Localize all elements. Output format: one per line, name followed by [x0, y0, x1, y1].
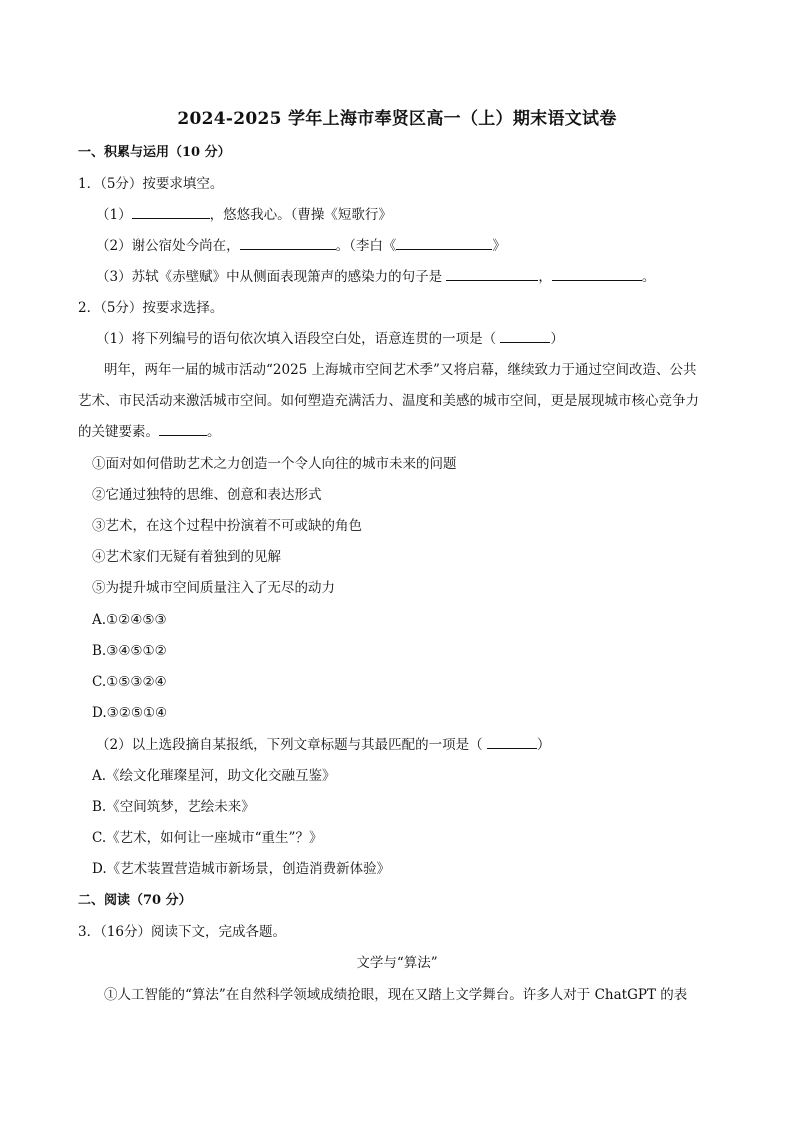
q2-part1-text: （1）将下列编号的语句依次填入语段空白处，语意连贯的一项是（	[96, 331, 497, 347]
q2-part2-option-c[interactable]: C.《艺术，如何让一座城市“重生”？》	[92, 830, 323, 846]
q2-part1-option-d[interactable]: D.③②⑤①④	[92, 705, 168, 721]
q1-sub3-suffix: 。	[641, 269, 656, 285]
q1-sub2	[96, 237, 506, 255]
q1-sub2-blank-a[interactable]	[240, 237, 336, 250]
q2-stem: 2．（5分）按要求选择。	[78, 300, 224, 316]
q2-part1-close: ）	[550, 331, 564, 347]
q3-article-title: 文学与“算法”	[356, 955, 438, 971]
q1-sub3	[96, 268, 655, 286]
q1-stem: 1．（5分）按要求填空。	[78, 176, 224, 192]
q2-part1-prompt	[96, 330, 564, 348]
q2-paragraph-line-3-end: 。	[207, 424, 221, 440]
q2-item-5: ⑤为提升城市空间质量注入了无尽的动力	[92, 580, 335, 596]
q2-paragraph-line-3	[78, 423, 221, 441]
q1-sub1	[96, 206, 392, 224]
q1-sub1-blank[interactable]	[132, 206, 210, 219]
q2-part2-option-b[interactable]: B.《空间筑梦，艺绘未来》	[92, 799, 255, 815]
q2-part2-close: ）	[536, 737, 551, 753]
q2-part2-option-d[interactable]: D.《艺术装置营造城市新场景，创造消费新体验》	[92, 861, 391, 877]
q2-part2-answer-blank[interactable]	[487, 736, 537, 749]
q1-sub3-blank-b[interactable]	[552, 268, 642, 281]
q3-article-paragraph-1: ①人工智能的“算法”在自然科学领域成绩抢眼，现在又踏上文学舞台。许多人对于 ChatGPT 的表	[104, 987, 688, 1003]
q2-part1-option-c[interactable]: C.①⑤③②④	[92, 674, 167, 690]
q2-paragraph-line-2: 艺术、市民活动来激活城市空间。如何塑造充满活力、温度和美感的城市空间，更是展现城市核心竞争力	[78, 393, 699, 409]
q1-sub2-middle: 。（李白《	[335, 238, 397, 254]
q3-stem: 3．（16分）阅读下文，完成各题。	[78, 924, 287, 940]
q1-sub2-prefix: （2）谢公宿处今尚在，	[96, 238, 240, 254]
q1-sub1-prefix: （1）	[96, 207, 132, 223]
q1-sub3-prefix: （3）苏轼《赤壁赋》中从侧面表现箫声的感染力的句子是	[96, 269, 443, 285]
q2-paragraph-line-1: 明年，两年一届的城市活动“2025 上海城市空间艺术季”又将启幕，继续致力于通过空间改造、公共	[104, 362, 697, 378]
q2-part1-option-a[interactable]: A.①②④⑤③	[92, 612, 167, 628]
q1-sub1-text: ，悠悠我心。（曹操《短歌行》	[209, 207, 392, 223]
q2-part2-text: （2）以上选段摘自某报纸，下列文章标题与其最匹配的一项是（	[96, 737, 483, 753]
q1-sub3-blank-a[interactable]	[446, 268, 538, 281]
q1-sub3-middle: ，	[538, 269, 552, 285]
q1-sub2-blank-b[interactable]	[396, 237, 492, 250]
q2-part1-option-b[interactable]: B.③④⑤①②	[92, 643, 167, 659]
q2-item-4: ④艺术家们无疑有着独到的见解	[92, 549, 281, 565]
section-1-heading: 一、积累与运用（10 分）	[78, 145, 231, 160]
q2-part1-answer-blank[interactable]	[500, 330, 550, 343]
q2-paragraph-blank[interactable]	[159, 423, 207, 436]
q2-part2-option-a[interactable]: A.《绘文化璀璨星河，助文化交融互鉴》	[92, 768, 336, 784]
q2-item-2: ②它通过独特的思维、创意和表达形式	[92, 487, 322, 503]
section-2-heading: 二、阅读（70 分）	[78, 893, 192, 908]
q2-paragraph-line-3-text: 的关键要素。	[78, 424, 159, 440]
q2-part2-prompt	[96, 736, 550, 754]
q1-sub2-suffix: 》	[492, 238, 506, 254]
q2-item-3: ③艺术，在这个过程中扮演着不可或缺的角色	[92, 518, 362, 534]
exam-title: 2024-2025 学年上海市奉贤区高一（上）期末语文试卷	[177, 109, 617, 129]
q2-item-1: ①面对如何借助艺术之力创造一个令人向往的城市未来的问题	[92, 456, 457, 472]
